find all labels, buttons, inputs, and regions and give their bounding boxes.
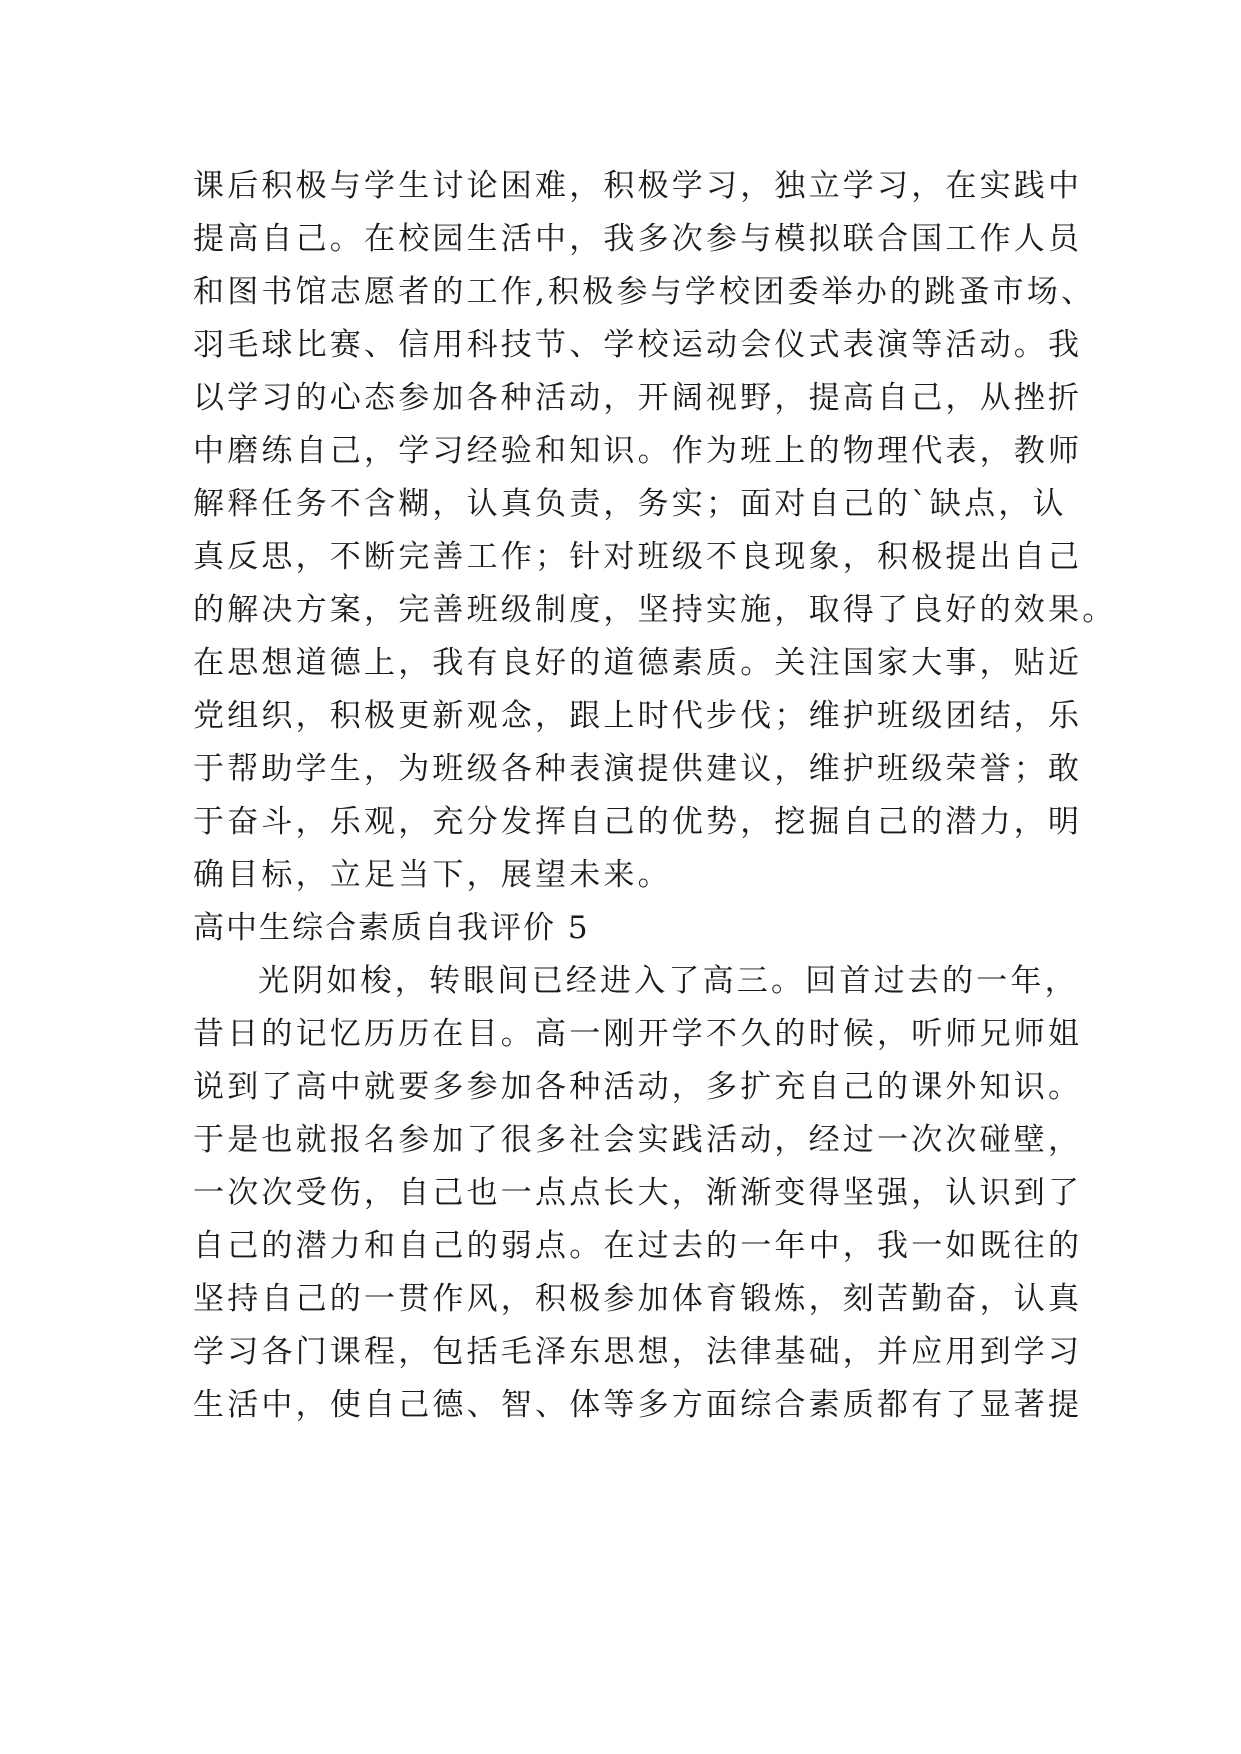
paragraph-line: 于奋斗，乐观，充分发挥自己的优势，挖掘自己的潜力，明	[193, 804, 1083, 840]
paragraph-line: 的解决方案，完善班级制度，坚持实施，取得了良好的效果。	[193, 592, 1117, 628]
paragraph-line: 提高自己。在校园生活中，我多次参与模拟联合国工作人员	[193, 221, 1083, 257]
paragraph-line: 以学习的心态参加各种活动，开阔视野，提高自己，从挫折	[193, 380, 1083, 416]
paragraph-line: 确目标，立足当下，展望未来。	[193, 857, 672, 893]
paragraph-line: 于帮助学生，为班级各种表演提供建议，维护班级荣誉；敢	[193, 751, 1083, 787]
paragraph-line: 真反思，不断完善工作；针对班级不良现象，积极提出自己	[193, 539, 1083, 575]
paragraph-line: 课后积极与学生讨论困难，积极学习，独立学习，在实践中	[193, 168, 1083, 204]
paragraph-line: 光阴如梭，转眼间已经进入了高三。回首过去的一年，	[258, 963, 1079, 999]
paragraph-line: 党组织，积极更新观念，跟上时代步伐；维护班级团结，乐	[193, 698, 1083, 734]
paragraph-line: 羽毛球比赛、信用科技节、学校运动会仪式表演等活动。我	[193, 327, 1083, 363]
paragraph-line: 解释任务不含糊，认真负责，务实；面对自己的`缺点，认	[193, 486, 1067, 522]
paragraph-line: 说到了高中就要多参加各种活动，多扩充自己的课外知识。	[193, 1069, 1083, 1105]
paragraph-line: 和图书馆志愿者的工作,积极参与学校团委举办的跳蚤市场、	[193, 274, 1096, 310]
paragraph-line: 中磨练自己，学习经验和知识。作为班上的物理代表，教师	[193, 433, 1083, 469]
paragraph-line: 一次次受伤，自己也一点点长大，渐渐变得坚强，认识到了	[193, 1175, 1083, 1211]
paragraph-line: 在思想道德上，我有良好的道德素质。关注国家大事，贴近	[193, 645, 1083, 681]
paragraph-line: 学习各门课程，包括毛泽东思想，法律基础，并应用到学习	[193, 1334, 1083, 1370]
paragraph-line: 生活中，使自己德、智、体等多方面综合素质都有了显著提	[193, 1387, 1083, 1423]
paragraph-line: 于是也就报名参加了很多社会实践活动，经过一次次碰壁，	[193, 1122, 1083, 1158]
paragraph-line: 坚持自己的一贯作风，积极参加体育锻炼，刻苦勤奋，认真	[193, 1281, 1083, 1317]
paragraph-line: 自己的潜力和自己的弱点。在过去的一年中，我一如既往的	[193, 1228, 1083, 1264]
section-heading: 高中生综合素质自我评价 5	[193, 910, 590, 946]
paragraph-line: 昔日的记忆历历在目。高一刚开学不久的时候，听师兄师姐	[193, 1016, 1083, 1052]
